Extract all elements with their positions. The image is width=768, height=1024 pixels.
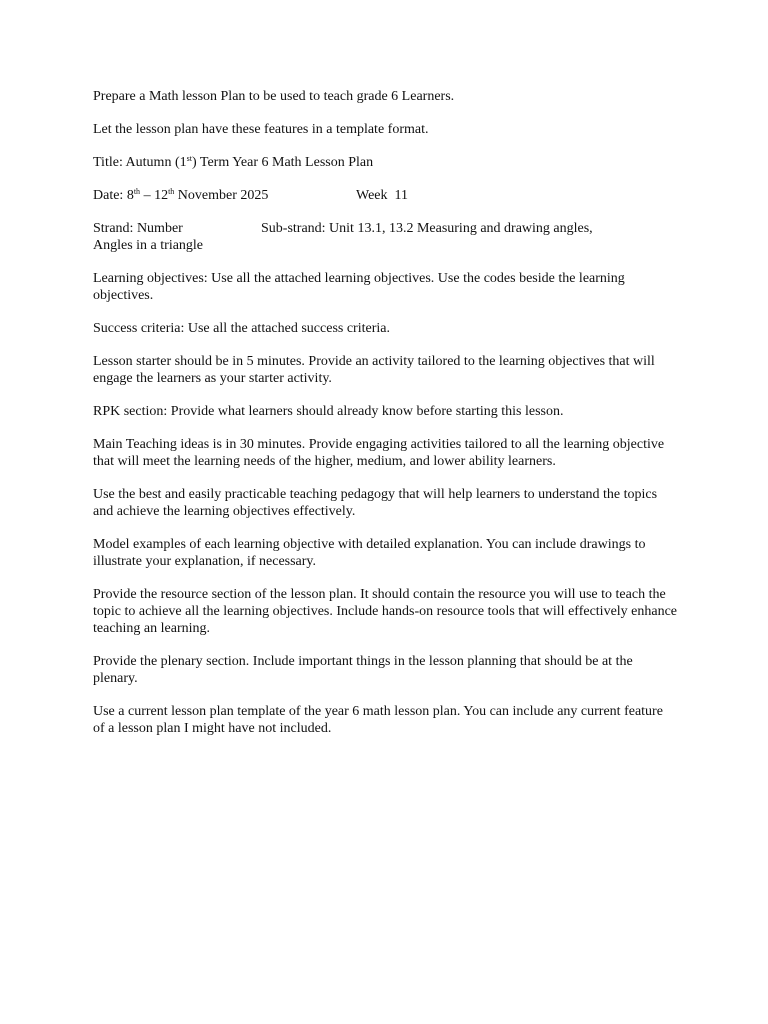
title-prefix: Title: Autumn (1: [93, 155, 187, 170]
sub-strand-continuation: Angles in a triangle: [93, 238, 204, 253]
strand-text: Strand: Number: [93, 221, 183, 236]
plenary-paragraph: Provide the plenary section. Include important things in the lesson planning that should be at the plenary.: [93, 654, 633, 686]
date-label: Date: 8: [93, 188, 134, 203]
success-criteria-paragraph: Success criteria: Use all the attached success criteria.: [93, 321, 390, 336]
title-superscript: st: [186, 154, 192, 163]
title-suffix: ) Term Year 6 Math Lesson Plan: [191, 155, 374, 170]
model-examples-paragraph: Model examples of each learning objective with detailed explanation. You can include drawings to illustrate your explanation, if necessary.: [93, 537, 646, 569]
date-mid: – 12: [140, 188, 169, 203]
template-note-paragraph: Use a current lesson plan template of the year 6 math lesson plan. You can include any current feature of a lesson plan I might have not included.: [93, 704, 663, 736]
lesson-starter-paragraph: Lesson starter should be in 5 minutes. Provide an activity tailored to the learning objectives that will engage the learners as your starter activity.: [93, 354, 655, 386]
date-line: [93, 187, 678, 204]
date-superscript-end: th: [168, 187, 175, 196]
strand-block: [93, 220, 678, 254]
intro-paragraph: Prepare a Math lesson Plan to be used to teach grade 6 Learners.: [93, 89, 455, 104]
date-suffix: November 2025: [174, 188, 269, 203]
date-text: [93, 187, 356, 204]
learning-objectives-paragraph: Learning objectives: Use all the attached learning objectives. Use the codes beside the learning objectives.: [93, 271, 625, 303]
sub-strand-text: Sub-strand: Unit 13.1, 13.2 Measuring and drawing angles,: [261, 221, 593, 236]
title-line: [93, 154, 678, 171]
document-page: [93, 88, 678, 753]
pedagogy-paragraph: Use the best and easily practicable teaching pedagogy that will help learners to understand the topics and achieve the learning objectives effectively.: [93, 487, 658, 519]
date-superscript-start: th: [133, 187, 141, 196]
main-teaching-paragraph: Main Teaching ideas is in 30 minutes. Provide engaging activities tailored to all the learning objective that will meet the learning needs of the higher, medium, and lower ability learners.: [93, 437, 665, 469]
features-intro-paragraph: Let the lesson plan have these features in a template format.: [93, 122, 429, 137]
rpk-paragraph: RPK section: Provide what learners should already know before starting this lesson.: [93, 404, 564, 419]
week-text: Week 11: [356, 188, 409, 203]
resources-paragraph: Provide the resource section of the lesson plan. It should contain the resource you will use to teach the topic to achieve all the learning objectives. Include hands-on resource tools that will effectively enhance teaching an learning.: [93, 587, 678, 636]
strand-first-line: [93, 220, 678, 237]
